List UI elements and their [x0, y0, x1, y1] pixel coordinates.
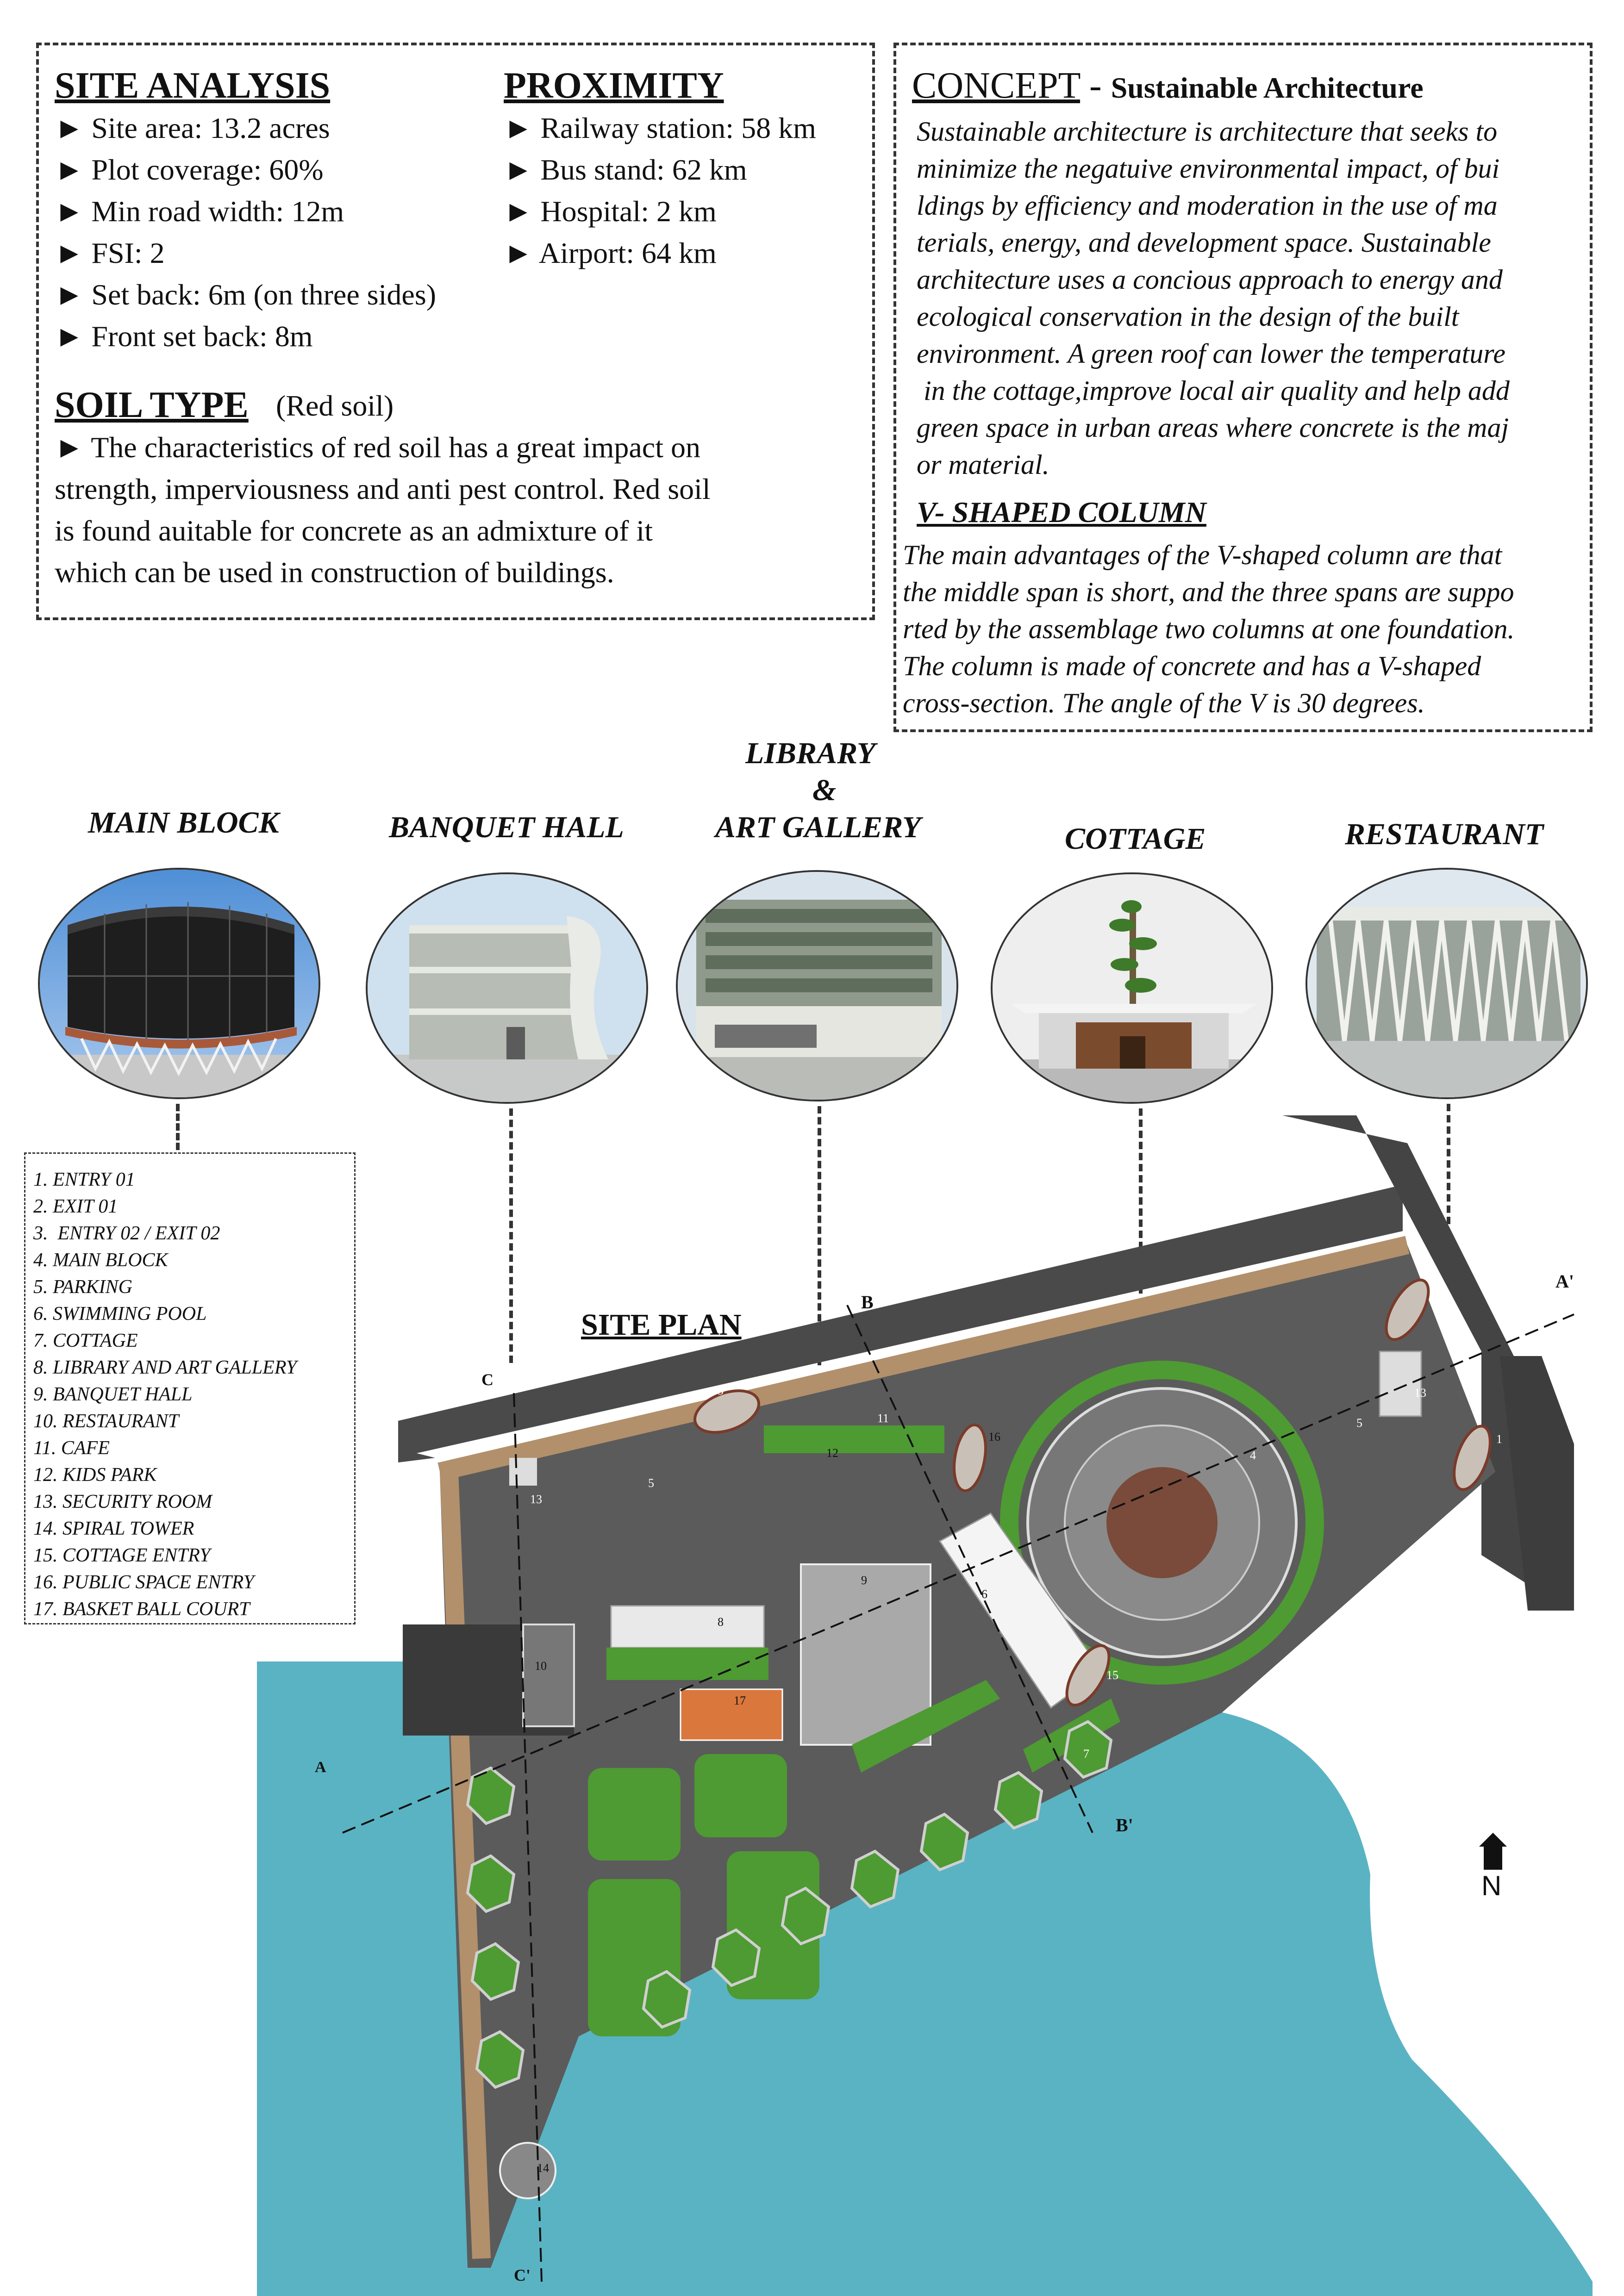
site-analysis-item: ► FSI: 2	[55, 236, 165, 269]
marker-14: 14	[537, 2161, 549, 2175]
label-library-line2: &	[812, 773, 837, 807]
concept-text-line: minimize the negatuive environmental impact, of bui	[917, 153, 1500, 184]
marker-17: 17	[734, 1694, 746, 1707]
v-column-heading: V- SHAPED COLUMN	[917, 496, 1206, 529]
concept-subheading: Sustainable Architecture	[1111, 71, 1424, 104]
north-label: N	[1481, 1870, 1502, 1901]
soil-type-heading: SOIL TYPE	[55, 385, 249, 425]
legend-item: 4. MAIN BLOCK	[33, 1250, 168, 1271]
site-analysis-item: ► Site area: 13.2 acres	[55, 112, 330, 144]
marker-4: 4	[1250, 1449, 1256, 1462]
restaurant-outline	[523, 1624, 574, 1726]
legend-item: 3. ENTRY 02 / EXIT 02	[33, 1223, 220, 1244]
label-cottage: COTTAGE	[1065, 822, 1206, 856]
section-label-b: B	[861, 1292, 874, 1313]
soil-text-line: ► The characteristics of red soil has a great impact on	[55, 431, 700, 464]
concept-text-line: green space in urban areas where concrete is the maj	[917, 412, 1509, 443]
marker-5b: 5	[1356, 1416, 1362, 1430]
section-label-a: A	[315, 1759, 326, 1776]
site-analysis-item: ► Plot coverage: 60%	[55, 153, 324, 186]
legend-item: 1. ENTRY 01	[33, 1169, 135, 1190]
site-analysis-item: ► Set back: 6m (on three sides)	[55, 278, 437, 311]
marker-13a: 13	[530, 1493, 542, 1506]
v-column-text-line: The column is made of concrete and has a V-shaped	[903, 651, 1481, 681]
site-analysis-item: ► Front set back: 8m	[55, 320, 313, 353]
marker-11: 11	[877, 1412, 889, 1425]
legend-item: 15. COTTAGE ENTRY	[33, 1545, 211, 1566]
legend-item: 14. SPIRAL TOWER	[33, 1518, 194, 1539]
concept-heading: CONCEPT	[912, 65, 1081, 106]
marker-12: 12	[826, 1446, 838, 1460]
marker-13b: 13	[1414, 1386, 1426, 1400]
label-library-line1: LIBRARY	[745, 736, 876, 770]
v-column-text-line: rted by the assemblage two columns at one foundation.	[903, 614, 1515, 644]
legend-item: 2. EXIT 01	[33, 1196, 118, 1217]
marker-8: 8	[718, 1615, 724, 1629]
legend-item: 12. KIDS PARK	[33, 1464, 157, 1486]
legend-item: 8. LIBRARY AND ART GALLERY	[33, 1357, 297, 1378]
legend-item: 17. BASKET BALL COURT	[33, 1599, 250, 1620]
concept-dash: -	[1080, 65, 1111, 106]
label-restaurant: RESTAURANT	[1345, 817, 1544, 851]
marker-15: 15	[1106, 1668, 1118, 1682]
v-column-text-line: The main advantages of the V-shaped column are that	[903, 540, 1502, 570]
section-label-c-prime: C'	[514, 2266, 531, 2284]
marker-7: 7	[1083, 1747, 1089, 1761]
site-analysis-item: ► Min road width: 12m	[55, 195, 344, 228]
site-plan-title: SITE PLAN	[581, 1308, 742, 1342]
proximity-item: ► Hospital: 2 km	[504, 195, 717, 228]
legend-item: 13. SECURITY ROOM	[33, 1491, 212, 1512]
proximity-item: ► Bus stand: 62 km	[504, 153, 747, 186]
concept-text-line: ldings by efficiency and moderation in the use of ma	[917, 190, 1498, 221]
legend-item: 10. RESTAURANT	[33, 1411, 179, 1432]
soil-type-subheading: (Red soil)	[276, 389, 394, 422]
section-label-c: C	[481, 1370, 493, 1389]
legend-item: 6. SWIMMING POOL	[33, 1303, 207, 1325]
concept-text-line: environment. A green roof can lower the temperature	[917, 338, 1505, 369]
legend-item: 9. BANQUET HALL	[33, 1384, 193, 1405]
concept-text-line: ecological conservation in the design of the built	[917, 301, 1459, 332]
legend-item: 5. PARKING	[33, 1276, 132, 1298]
proximity-item: ► Airport: 64 km	[504, 236, 717, 269]
security-room-1	[509, 1458, 537, 1486]
legend-item: 16. PUBLIC SPACE ENTRY	[33, 1572, 254, 1593]
library-plan	[611, 1606, 764, 1648]
marker-9: 9	[861, 1574, 867, 1587]
marker-1: 1	[1496, 1432, 1502, 1446]
security-room-2	[1380, 1351, 1421, 1416]
concept-text-line: in the cottage,improve local air quality and help add	[917, 375, 1510, 406]
marker-5a: 5	[648, 1476, 654, 1490]
label-banquet-hall: BANQUET HALL	[389, 810, 624, 844]
basketball-court-plan	[681, 1689, 782, 1740]
concept-text-line: or material.	[917, 449, 1049, 480]
proximity-heading: PROXIMITY	[504, 65, 724, 106]
label-library-line3: ART GALLERY	[715, 810, 921, 844]
v-column-text-line: cross-section. The angle of the V is 30 degrees.	[903, 688, 1425, 718]
proximity-item: ► Railway station: 58 km	[504, 112, 816, 144]
section-label-b-prime: B'	[1116, 1815, 1133, 1836]
marker-10: 10	[535, 1659, 547, 1673]
marker-2: 2	[1435, 1287, 1441, 1300]
marker-6: 6	[981, 1587, 987, 1601]
concept-text-line: Sustainable architecture is architecture that seeks to	[917, 116, 1498, 147]
concept-text-line: architecture uses a concious approach to energy and	[917, 264, 1503, 295]
soil-text-line: is found auitable for concrete as an admixture of it	[55, 514, 653, 547]
marker-16: 16	[988, 1430, 1000, 1444]
legend-item: 7. COTTAGE	[33, 1330, 138, 1351]
site-analysis-heading: SITE ANALYSIS	[55, 65, 331, 106]
section-label-a-prime: A'	[1555, 1271, 1574, 1292]
concept-text-line: terials, energy, and development space. Sustainable	[917, 227, 1491, 258]
v-column-text-line: the middle span is short, and the three spans are suppo	[903, 577, 1514, 607]
north-arrow-icon	[1479, 1833, 1507, 1870]
label-main-block: MAIN BLOCK	[88, 806, 279, 840]
legend-item: 11. CAFE	[33, 1437, 110, 1459]
soil-text-line: strength, imperviousness and anti pest control. Red soil	[55, 473, 711, 505]
marker-3: 3	[718, 1384, 724, 1397]
soil-text-line: which can be used in construction of buildings.	[55, 556, 614, 589]
